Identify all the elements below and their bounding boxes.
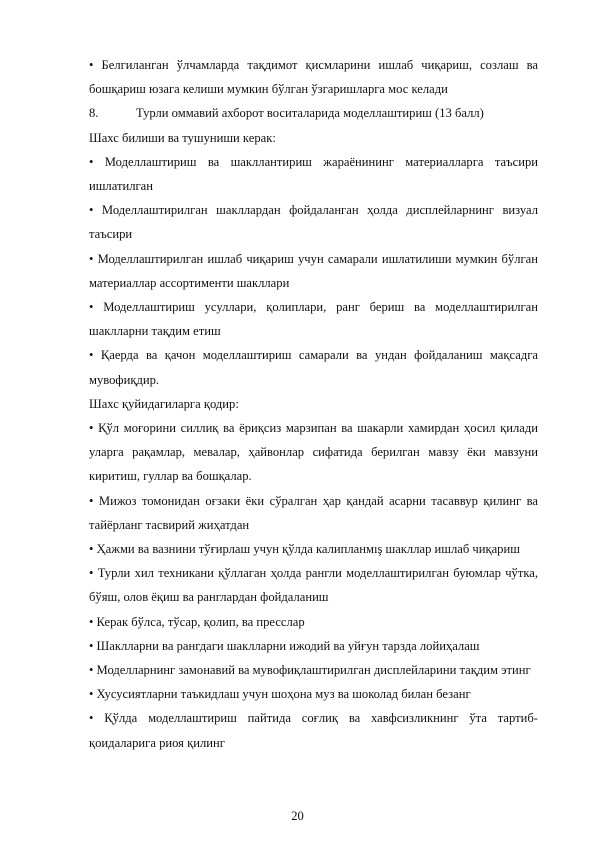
page-number: 20 xyxy=(291,809,304,823)
bullet-modelling-effect-materials: • Моделлаштириш ва шакллантириш жараёнининг материалларга таъсири ишлатилган xyxy=(89,154,538,194)
bullet-royal-icing: • Хусусиятларни таъкидлаш учун шоҳона муз ва шоколад билан безанг xyxy=(89,687,471,702)
section-number: 8. xyxy=(89,106,99,121)
bullet-hand-moulding: • Қўл моғорини силлиқ ва ёриқсиз марзипан ва шакарли хамирдан ҳосил қилади уларга рақамлар, мевалар, ҳайвонлар сифатида берилган мавзу ёки мавзуни киритиш, гуллар ва бошқалар. xyxy=(89,421,538,484)
bullet-modern-displays: • Моделларнинг замонавий ва мувофиқлаштирилган дисплейларини тақдим этинг xyxy=(89,663,531,678)
document-body xyxy=(89,53,538,755)
paragraph-production-control: • Белгиланган ўлчамларда тақдимот қисмларини ишлаб чиқариш, созлаш ва бошқариш юзага келиши мумкин бўлган ўзгаришларга мос келади xyxy=(89,58,538,97)
section-title: Турли оммавий ахборот воситаларида моделлаштириш (13 балл) xyxy=(136,106,484,121)
bullet-design-shapes: • Шаклларни ва рангдаги шаклларни ижодий ва уйғун тарзда лойиҳалаш xyxy=(89,638,480,653)
knowledge-heading: Шахс билиши ва тушуниши керак: xyxy=(89,130,276,145)
bullet-materials-range: • Моделлаштирилган ишлаб чиқариш учун самарали ишлатилиши мумкин бўлган материаллар ассортименти шакллари xyxy=(89,251,538,290)
bullet-health-safety: • Қўлда моделлаштириш пайтида соғлиқ ва хавфсизликнинг ўта тартиб-қоидаларига риоя қилинг xyxy=(89,711,538,750)
bullet-visual-impact-displays: • Моделлаштирилган шакллардан фойдаланган ҳолда дисплейларнинг визуал таъсири xyxy=(89,203,538,242)
bullet-cutters-moulds: • Керак бўлса, тўсар, қолип, ва пресслар xyxy=(89,614,305,629)
bullet-colour-techniques: • Турли хил техникани қўллаган ҳолда рангли моделлаштирилган буюмлар чўтка, бўяш, олов ёқиш ва ранглардан фойдаланиш xyxy=(89,566,538,605)
bullet-volume-weight: • Ҳажми ва вазнини тўғирлаш учун қўлда калипланмış шакллар ишлаб чиқариш xyxy=(89,542,520,557)
bullet-client-request: • Мижоз томонидан оғзаки ёки сўралган ҳар қандай асарни тасаввур қилинг ва тайёрланг тасвирий жиҳатдан xyxy=(89,493,538,532)
section-heading xyxy=(89,101,538,125)
bullet-modelling-methods: • Моделлаштириш усуллари, қолиплари, ранг бериш ва моделлаштирилган шаклларни тақдим етиш xyxy=(89,300,538,339)
bullet-where-when-modelling: • Қаерда ва қачон моделлаштириш самарали ва ундан фойдаланиш мақсадга мувофиқдир. xyxy=(89,348,538,387)
ability-heading: Шахс қуйидагиларга қодир: xyxy=(89,396,239,411)
